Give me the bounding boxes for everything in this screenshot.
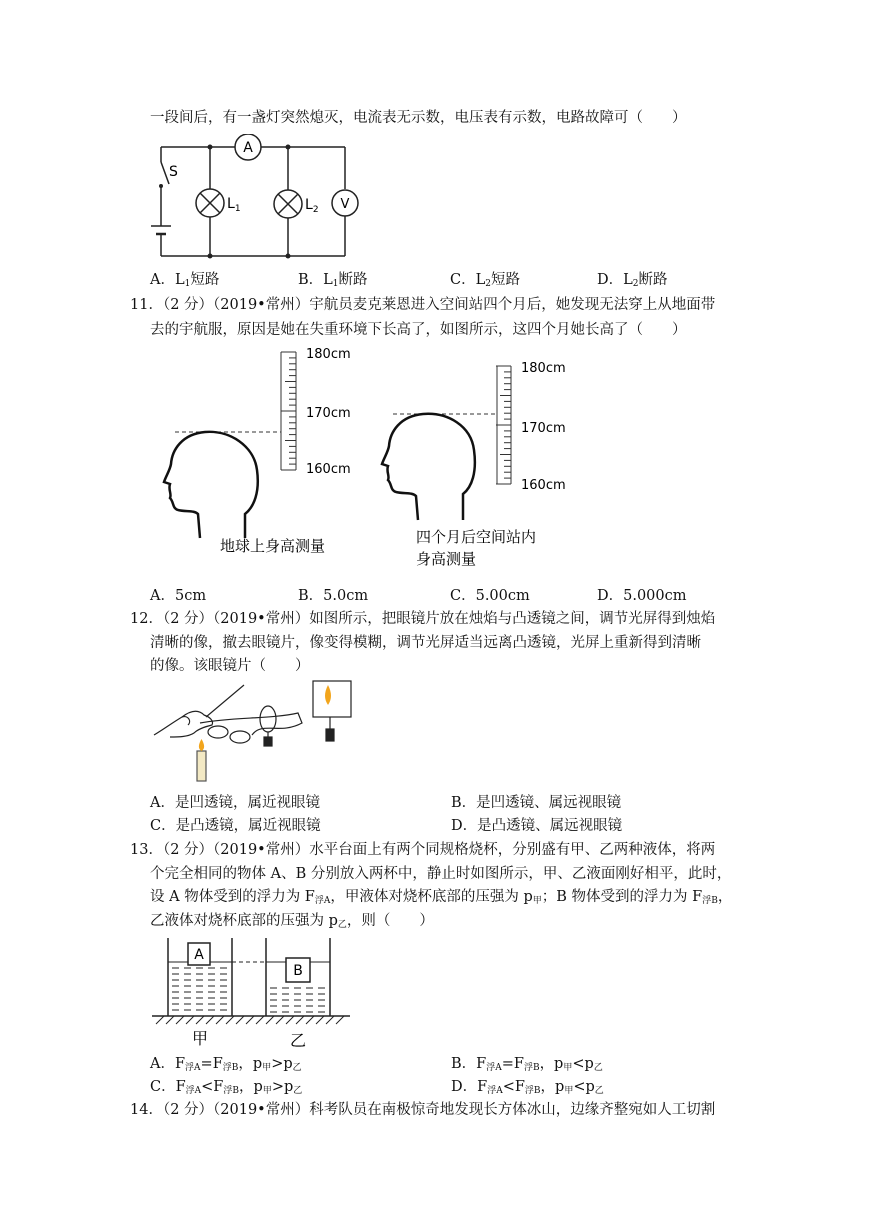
right-head-outline (382, 414, 475, 520)
glasses-lens (208, 726, 228, 738)
q13-text-line-4: 乙液体对烧杯底部的压强为 $p_乙$，则（ ） (150, 913, 434, 930)
candle-flame (199, 739, 204, 751)
switch-label: S (169, 164, 178, 180)
q11-option-d[interactable]: D．5.000cm (597, 588, 687, 604)
q10-option-d[interactable]: D．$L_2$断路 (597, 272, 668, 289)
q11-text-line-1: 11．（2 分）（2019•常州）宇航员麦克莱恩进入空间站四个月后，她发现无法穿上从地面带 (130, 297, 716, 313)
right-ruler-180-label: 180cm (521, 361, 566, 376)
lamp-l2-symbol (274, 190, 302, 218)
q11-option-c[interactable]: C．5.00cm (450, 588, 530, 604)
voltmeter-label: V (340, 197, 350, 212)
block-a-label: A (194, 947, 204, 963)
right-ruler-160-label: 160cm (521, 478, 566, 493)
q11-option-a[interactable]: A．5cm (150, 588, 207, 604)
q12-option-c[interactable]: C．是凸透镜，属近视眼镜 (150, 818, 321, 834)
q12-text-line-2: 清晰的像，撤去眼镜片，像变得模糊，调节光屏适当远离凸透镜，光屏上重新得到清晰 (150, 635, 701, 651)
q10-circuit-diagram (145, 134, 370, 259)
glasses-arm (200, 713, 302, 735)
q12-option-a[interactable]: A．是凹透镜，属近视眼镜 (150, 795, 320, 811)
q10-text-line: 一段间后，有一盏灯突然熄灭，电流表无示数，电压表有示数，电路故障可（ ） (150, 110, 687, 126)
q11-option-b[interactable]: B．5.0cm (298, 588, 369, 604)
q12-text-line-1: 12．（2 分）（2019•常州）如图所示，把眼镜片放在烛焰与凸透镜之间，调节光屏得到烛焰 (130, 611, 716, 627)
q13-text-line-3: 设 A 物体受到的浮力为 $F_{浮A}$，甲液体对烧杯底部的压强为 $p_甲$；B 物体受到的浮力为 $F_{浮B}$， (150, 889, 733, 906)
q12-option-b[interactable]: B．是凹透镜、属远视眼镜 (451, 795, 622, 811)
liquid-yi (270, 988, 325, 1012)
q10-option-a[interactable]: A．$L_1$短路 (150, 272, 220, 289)
right-caption-line-1: 四个月后空间站内 (416, 528, 537, 546)
left-ruler-170-label: 170cm (306, 406, 351, 421)
left-caption: 地球上身高测量 (220, 537, 326, 555)
q12-option-d[interactable]: D．是凸透镜、属远视眼镜 (451, 818, 623, 834)
left-ruler (281, 352, 296, 470)
light-screen (313, 681, 351, 717)
q11-text-line-2: 去的宇航服，原因是她在失重环境下长高了，如图所示，这四个月她长高了（ ） (150, 322, 687, 338)
q13-option-c[interactable]: C．$F_{浮A}<F_{浮B}$，$p_甲>p_乙$ (150, 1079, 303, 1096)
block-b-label: B (293, 963, 303, 979)
q13-option-a[interactable]: A．$F_{浮A}=F_{浮B}$，$p_甲>p_乙$ (150, 1056, 302, 1073)
right-ruler (496, 366, 511, 484)
left-ruler-160-label: 160cm (306, 462, 351, 477)
q13-text-line-2: 个完全相同的物体 A、B 分别放入两杯中，静止时如图所示，甲、乙液面刚好相平，此时， (150, 866, 732, 882)
lamp-l1-label: $L_1$ (227, 196, 241, 214)
q12-lens-experiment-figure (152, 677, 367, 787)
ammeter-label: A (243, 140, 253, 156)
left-ruler-180-label: 180cm (306, 347, 351, 362)
q13-beakers-figure (150, 934, 355, 1052)
right-ruler-170-label: 170cm (521, 421, 566, 436)
q13-option-d[interactable]: D．$F_{浮A}<F_{浮B}$，$p_甲<p_乙$ (451, 1079, 604, 1096)
q13-option-b[interactable]: B．$F_{浮A}=F_{浮B}$，$p_甲<p_乙$ (451, 1056, 603, 1073)
q14-text-line-1: 14．（2 分）（2019•常州）科考队员在南极惊奇地发现长方体冰山，边缘齐整宛如人工切割 (130, 1102, 716, 1118)
q10-option-b[interactable]: B．$L_1$断路 (298, 272, 368, 289)
liquid-jia (172, 968, 227, 1010)
lamp-l2-label: $L_2$ (305, 197, 319, 215)
label-yi: 乙 (289, 1031, 307, 1050)
q12-text-line-3: 的像。该眼镜片（ ） (150, 658, 310, 674)
q10-option-c[interactable]: C．$L_2$短路 (450, 272, 520, 289)
lamp-l1-symbol (196, 189, 224, 217)
left-head-outline (164, 432, 258, 538)
hand-drawing (154, 711, 213, 737)
right-caption-line-2: 身高测量 (416, 550, 477, 568)
q13-text-line-1: 13．（2 分）（2019•常州）水平台面上有两个同规格烧杯，分别盛有甲、乙两种液体，将两 (130, 842, 716, 858)
label-jia: 甲 (191, 1029, 209, 1048)
candle (197, 751, 206, 781)
q11-height-figure (150, 342, 580, 572)
